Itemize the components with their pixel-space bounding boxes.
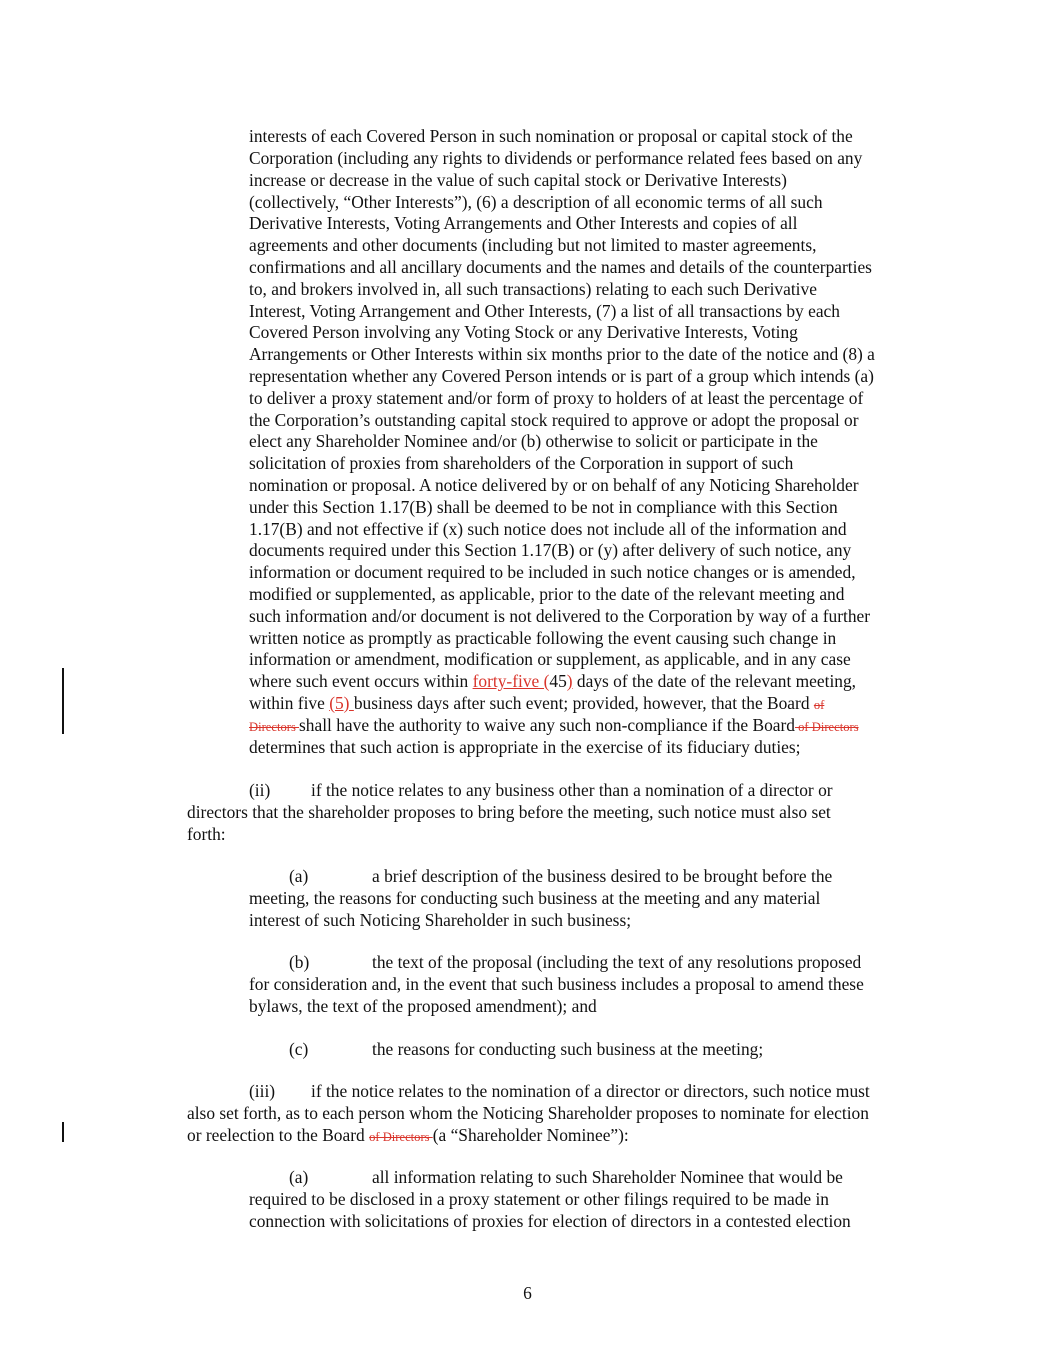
- text-line: under this Section 1.17(B) shall be deemed to be not in compliance with this Section: [249, 497, 838, 517]
- text-line: Interest, Voting Arrangement and Other Interests, (7) a list of all transactions by each: [249, 301, 840, 321]
- text-line: Corporation (including any rights to dividends or performance related fees based on any: [249, 148, 863, 168]
- deleted-text: of Directors: [794, 720, 859, 734]
- text-line: to deliver a proxy statement and/or form of proxy to holders of at least the percentage of: [249, 388, 864, 408]
- clause-label: (iii): [249, 1081, 276, 1101]
- text-line: the Corporation’s outstanding capital stock required to approve or adopt the proposal or: [249, 410, 859, 430]
- text-line: confirmations and all ancillary documents and the names and details of the counterparties: [249, 257, 872, 277]
- text-run: shall have the authority to waive any such non-compliance if the Board: [299, 715, 795, 735]
- text-line: (collectively, “Other Interests”), (6) a description of all economic terms of all such: [249, 192, 823, 212]
- subclause-label: (b): [289, 952, 310, 972]
- text-run: a brief description of the business desired to be brought before the: [372, 866, 833, 886]
- text-line: interests of each Covered Person in such nomination or proposal or capital stock of the: [249, 126, 853, 146]
- text-line: [289, 866, 832, 888]
- subclause-label: (a): [289, 866, 309, 886]
- page-number: 6: [523, 1283, 532, 1303]
- text-line: nomination or proposal. A notice delivered by or on behalf of any Noticing Shareholder: [249, 475, 859, 495]
- text-line: written notice as promptly as practicable following the event causing such change in: [249, 628, 837, 648]
- text-line: [289, 952, 861, 974]
- inserted-text: ): [566, 671, 573, 691]
- text-line: representation whether any Covered Person intends or is part of a group which intends (a): [249, 366, 874, 386]
- text-line: bylaws, the text of the proposed amendment); and: [249, 996, 597, 1016]
- text-run: days of the date of the relevant meeting,: [572, 671, 857, 691]
- text-line: documents required under this Section 1.17(B) or (y) after delivery of such notice, any: [249, 540, 852, 560]
- text-run: the text of the proposal (including the text of any resolutions proposed: [372, 952, 862, 972]
- text-run: the reasons for conducting such business at the meeting;: [372, 1039, 764, 1059]
- text-line: connection with solicitations of proxies for election of directors in a contested election: [249, 1211, 851, 1231]
- text-line: increase or decrease in the value of such capital stock or Derivative Interests): [249, 170, 787, 190]
- text-line: agreements and other documents (including but not limited to master agreements,: [249, 235, 817, 255]
- text-run: 45: [549, 671, 567, 691]
- text-line-with-revision: [249, 693, 824, 717]
- deleted-text: of Directors: [369, 1130, 433, 1144]
- text-run: if the notice relates to any business other than a nomination of a director or: [311, 780, 833, 800]
- text-line: required to be disclosed in a proxy statement or other filings required to be made in: [249, 1189, 830, 1209]
- text-line: [289, 1039, 763, 1061]
- text-line: interest of such Noticing Shareholder in such business;: [249, 910, 632, 930]
- text-line-with-revision: [249, 715, 859, 739]
- text-line-with-revision: [187, 1125, 629, 1149]
- clause-label: (ii): [249, 780, 271, 800]
- text-line: forth:: [187, 824, 226, 844]
- text-line-with-revision: [249, 671, 856, 693]
- text-line: [289, 1167, 843, 1189]
- text-run: if the notice relates to the nomination of a director or directors, such notice must: [311, 1081, 870, 1101]
- subclause-label: (c): [289, 1039, 309, 1059]
- deleted-text: Directors: [249, 720, 300, 734]
- text-line: determines that such action is appropriate in the exercise of its fiduciary duties;: [249, 737, 801, 757]
- revision-change-bar: [62, 1122, 64, 1142]
- text-run: or reelection to the Board: [187, 1125, 370, 1145]
- text-run: all information relating to such Shareholder Nominee that would be: [372, 1167, 843, 1187]
- text-line: such information and/or document is not delivered to the Corporation by way of a further: [249, 606, 871, 626]
- revision-change-bar: [62, 668, 64, 734]
- text-line: directors that the shareholder proposes to bring before the meeting, such notice must also set: [187, 802, 831, 822]
- text-run: where such event occurs within: [249, 671, 473, 691]
- text-line: [249, 1081, 870, 1103]
- text-line: elect any Shareholder Nominee and/or (b) otherwise to solicit or participate in the: [249, 431, 818, 451]
- text-line: to, and brokers involved in, all such transactions) relating to each such Derivative: [249, 279, 817, 299]
- subclause-label: (a): [289, 1167, 309, 1187]
- text-line: 1.17(B) and not effective if (x) such notice does not include all of the information and: [249, 519, 847, 539]
- inserted-text: (5): [329, 693, 354, 713]
- text-line: Derivative Interests, Voting Arrangements and Other Interests and copies of all: [249, 213, 798, 233]
- text-run: within five: [249, 693, 330, 713]
- text-run: (a “Shareholder Nominee”):: [432, 1125, 629, 1145]
- inserted-text: forty-five (: [472, 671, 550, 691]
- text-line: for consideration and, in the event that such business includes a proposal to amend these: [249, 974, 864, 994]
- text-line: [249, 780, 833, 802]
- deleted-text: of: [813, 698, 825, 712]
- text-line: Covered Person involving any Voting Stock or any Derivative Interests, Voting: [249, 322, 798, 342]
- text-line: information or document required to be included in such notice changes or is amended,: [249, 562, 856, 582]
- text-line: solicitation of proxies from shareholders of the Corporation in support of such: [249, 453, 794, 473]
- text-line: Arrangements or Other Interests within six months prior to the date of the notice and (8) a: [249, 344, 875, 364]
- text-line: also set forth, as to each person whom the Noticing Shareholder proposes to nominate for election: [187, 1103, 869, 1123]
- text-line: information or amendment, modification or supplement, as applicable, and in any case: [249, 649, 851, 669]
- text-line: modified or supplemented, as applicable, prior to the date of the relevant meeting and: [249, 584, 845, 604]
- text-run: business days after such event; provided, however, that the Board: [353, 693, 814, 713]
- text-line: meeting, the reasons for conducting such business at the meeting and any material: [249, 888, 821, 908]
